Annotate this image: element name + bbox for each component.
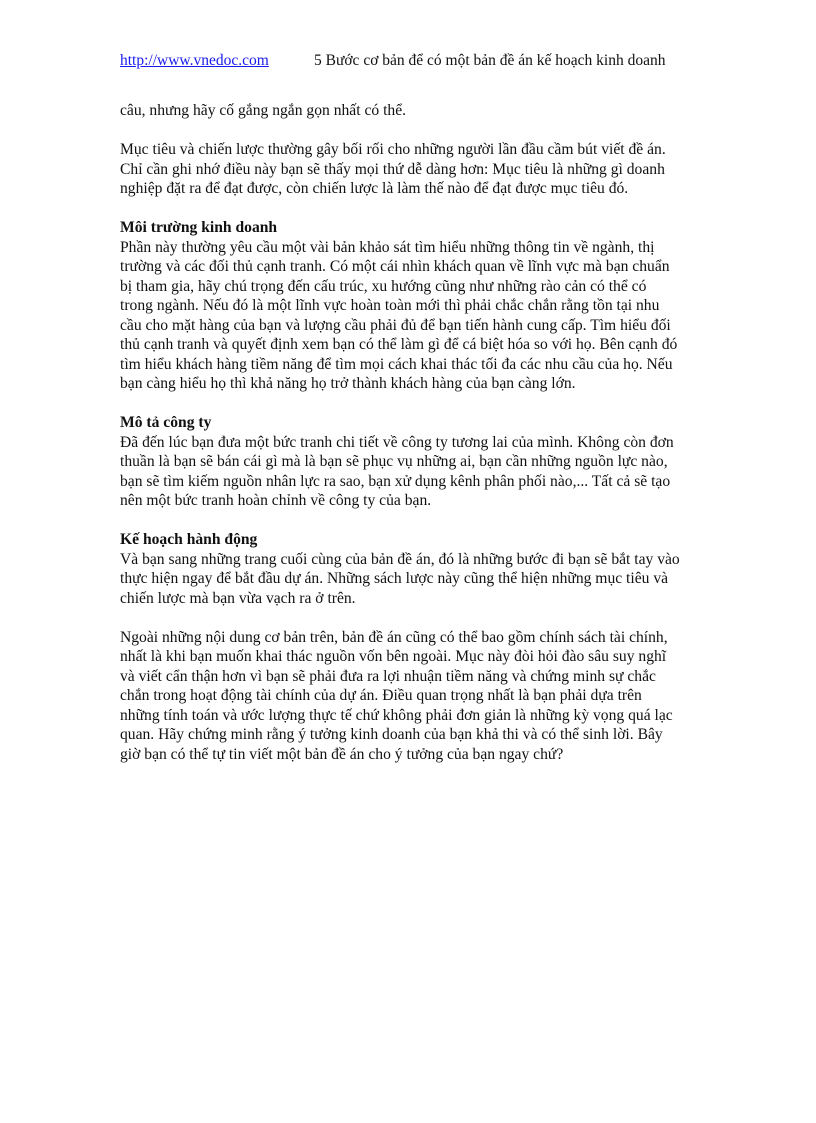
paragraph-line: thủ cạnh tranh và quyết định xem bạn có thể làm gì để cá biệt hóa so với họ. Bên cạnh đó: [120, 336, 678, 353]
paragraph-line: và viết cẩn thận hơn vì bạn sẽ phải đưa ra lợi nhuận tiềm năng và chứng minh sự chắc: [120, 667, 656, 685]
action-section: [120, 530, 705, 608]
paragraph-gap: [120, 121, 705, 141]
site-link[interactable]: http://www.vnedoc.com: [120, 52, 269, 69]
paragraph-line: những tính toán và ước lượng thực tế chứ không phải đơn giản là những kỳ vọng quá lạc: [120, 706, 673, 724]
paragraph-line: trong ngành. Nếu đó là một lĩnh vực hoàn toàn mới thì phải chắc chắn rằng tồn tại nhu: [120, 297, 660, 314]
paragraph-line: tìm hiểu khách hàng tiềm năng để tìm mọi cách khai thác tối đa các nhu cầu của họ. Nếu: [120, 355, 673, 373]
paragraph-line: Chỉ cần ghi nhớ điều này bạn sẽ thấy mọi thứ dễ dàng hơn: Mục tiêu là những gì doanh: [120, 160, 665, 178]
goals-paragraph: [120, 140, 705, 199]
paragraph-line: thuần là bạn sẽ bán cái gì mà là bạn sẽ phục vụ những ai, bạn cần những nguồn lực nào,: [120, 453, 668, 470]
paragraph-line: nhất là khi bạn muốn khai thác nguồn vốn bên ngoài. Mục này đòi hỏi đào sâu suy nghĩ: [120, 648, 667, 665]
paragraph-line: chiến lược mà bạn vừa vạch ra ở trên.: [120, 589, 356, 607]
environment-heading: Môi trường kinh doanh: [120, 219, 278, 236]
paragraph-line: quan. Hãy chứng minh rằng ý tưởng kinh doanh của bạn khả thi và có thể sinh lời. Bây: [120, 726, 663, 743]
paragraph-gap: [120, 608, 705, 628]
paragraph-line: chắn trong hoạt động tài chính của dự án. Điều quan trọng nhất là bạn phải dựa trên: [120, 687, 642, 704]
document-title: 5 Bước cơ bản để có một bản đề án kế hoạch kinh doanh: [314, 52, 666, 69]
paragraph-line: bị tham gia, hãy chú trọng đến cấu trúc, xu hướng cũng như những rào cản có thể có: [120, 277, 647, 295]
paragraph-line: Và bạn sang những trang cuối cùng của bản đề án, đó là những bước đi bạn sẽ bắt tay vào: [120, 550, 680, 568]
paragraph-gap: [120, 199, 705, 219]
company-heading: Mô tả công ty: [120, 414, 212, 431]
company-section: [120, 413, 705, 511]
paragraph-line: Mục tiêu và chiến lược thường gây bối rối cho những người lần đầu cầm bút viết đề án.: [120, 141, 666, 158]
paragraph-line: cầu cho mặt hàng của bạn và lượng cầu phải đủ để bạn tiến hành cung cấp. Tìm hiểu đối: [120, 316, 671, 334]
paragraph-line: giờ bạn có thể tự tin viết một bản đề án cho ý tưởng của bạn ngay chứ?: [120, 745, 564, 763]
document-body: [120, 101, 705, 764]
page-header: [120, 52, 720, 70]
intro-line: câu, nhưng hãy cố gắng ngắn gọn nhất có thể.: [120, 102, 407, 119]
environment-section: [120, 218, 705, 394]
paragraph-line: bạn sẽ tìm kiếm nguồn nhân lực ra sao, bạn xử dụng kênh phân phối nào,... Tất cả sẽ tạo: [120, 472, 671, 490]
paragraph-line: Phần này thường yêu cầu một vài bản khảo sát tìm hiểu những thông tin về ngành, thị: [120, 238, 655, 256]
paragraph-gap: [120, 511, 705, 531]
paragraph-line: trường và các đối thủ cạnh tranh. Có một cái nhìn khách quan về lĩnh vực mà bạn chuẩn: [120, 258, 670, 275]
action-heading: Kế hoạch hành động: [120, 531, 258, 548]
paragraph-gap: [120, 394, 705, 414]
paragraph-line: Ngoài những nội dung cơ bản trên, bản đề án cũng có thể bao gồm chính sách tài chính,: [120, 628, 668, 646]
closing-paragraph: [120, 628, 705, 765]
paragraph-line: Đã đến lúc bạn đưa một bức tranh chi tiết về công ty tương lai của mình. Không còn đơn: [120, 433, 674, 451]
paragraph-line: thực hiện ngay để bắt đầu dự án. Những sách lược này cũng thể hiện những mục tiêu và: [120, 570, 669, 587]
paragraph-line: nghiệp đặt ra để đạt được, còn chiến lược là làm thế nào để đạt được mục tiêu đó.: [120, 180, 629, 197]
paragraph-line: bạn càng hiểu họ thì khả năng họ trở thành khách hàng của bạn càng lớn.: [120, 375, 576, 392]
paragraph-line: nên một bức tranh hoàn chỉnh về công ty của bạn.: [120, 492, 432, 509]
